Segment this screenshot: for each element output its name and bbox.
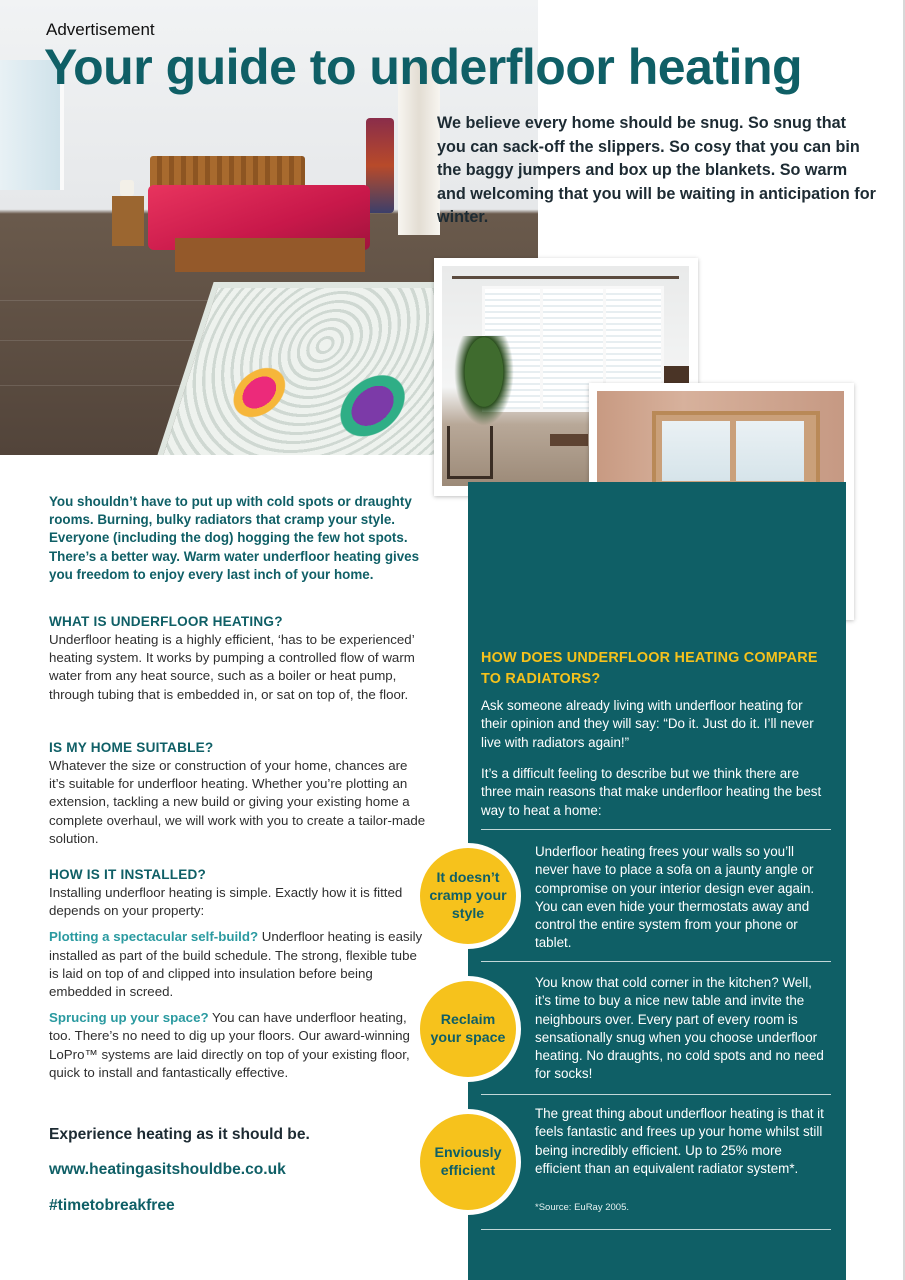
section-heading: HOW IS IT INSTALLED?	[49, 867, 207, 882]
stool	[550, 434, 588, 446]
selfbuild-body: Underfloor heating is easily installed as part of the build schedule. The strong, flexible tube is laid on top of and clipped into insulation before being embedded in screed.	[49, 929, 423, 1000]
page-title: Your guide to underfloor heating	[44, 39, 803, 95]
reason-badge-style	[415, 843, 521, 949]
panel-title: HOW DOES UNDERFLOOR HEATING COMPARE TO RADIATORS?	[481, 650, 818, 687]
reason-badge-efficient	[415, 1109, 521, 1215]
website-link[interactable]: www.heatingasitshouldbe.co.uk	[49, 1161, 286, 1178]
section-suitable	[49, 740, 427, 848]
selfbuild-lead: Plotting a spectacular self-build?	[49, 929, 259, 945]
plant	[454, 336, 514, 426]
divider	[481, 829, 831, 830]
cta-tagline: Experience heating as it should be.	[49, 1126, 310, 1143]
reason-text-space: You know that cold corner in the kitchen? Well, it’s time to buy a nice new table and invite the neighbours over. Every part of every room is sensationally snug when you choose underfloor heating. No draughts, no cold spots and no need for socks!	[535, 975, 824, 1082]
badge-label: Enviously efficient	[434, 1145, 502, 1179]
intro-text: We believe every home should be snug. So snug that you can sack-off the slippers. So cosy that you can bin the baggy jumpers and box up the blankets. So warm and welcoming that you will be waiting in anticipation for winter.	[437, 114, 876, 226]
divider	[481, 1094, 831, 1095]
bed-frame	[175, 238, 365, 272]
hanging-clothes	[366, 118, 394, 213]
badge-label: It doesn’t cramp your style	[429, 870, 507, 922]
section-body: Installing underfloor heating is simple. Exactly how it is fitted depends on your property:	[49, 885, 403, 919]
panel-reasons-intro: It’s a difficult feeling to describe but we think there are three main reasons that make underfloor heating the best way to heat a home:	[481, 766, 822, 818]
section-heading: IS MY HOME SUITABLE?	[49, 740, 214, 755]
lead-paragraph: You shouldn’t have to put up with cold spots or draughty rooms. Burning, bulky radiators that cramp your style. Everyone (including the dog) hogging the few hot spots. There’s a better way. Warm water underfloor heating gives you freedom to enjoy every last inch of your home.	[49, 494, 420, 582]
curtain-rod	[452, 276, 679, 279]
sprucing-body: You can have underfloor heating, too. There’s no need to dig up your floors. Our award-winning LoPro™ systems are laid directly on top of your existing floor, quick to install and fantastically effective.	[49, 1010, 410, 1080]
badge-label: Reclaim your space	[430, 1012, 506, 1046]
reason-text-efficient: The great thing about underfloor heating is that it feels fantastic and frees up your home whilst still being incredibly efficient. Up to 25% more efficient than an equivalent radiator system*.	[535, 1106, 824, 1176]
lamp	[120, 180, 134, 196]
bedside-table	[112, 196, 144, 246]
chair	[447, 426, 493, 479]
section-body: Underfloor heating is a highly efficient, ‘has to be experienced’ heating system. It works by pumping a controlled flow of warm water from any heat source, such as a boiler or heat pump, through tubing that is embedded in, or sat on top of, the floor.	[49, 632, 415, 702]
selfbuild-paragraph	[49, 928, 427, 1001]
hashtag: #timetobreakfree	[49, 1197, 175, 1214]
advertisement-label: Advertisement	[46, 20, 155, 39]
source-footnote: *Source: EuRay 2005.	[535, 1202, 630, 1213]
section-what	[49, 614, 427, 704]
reason-text-style: Underfloor heating frees your walls so you’ll never have to place a sofa on a jaunty angle or compromise on your interior design ever again. You can even hide your thermostats away and control the entire system from your phone or tablet.	[535, 844, 815, 951]
sprucing-lead: Sprucing up your space?	[49, 1010, 209, 1026]
divider	[481, 961, 831, 962]
sprucing-paragraph	[49, 1009, 427, 1082]
section-installed	[49, 867, 427, 1082]
section-body: Whatever the size or construction of your home, chances are it’s suitable for underfloor heating. Whether you’re plotting an extension, tackling a new build or giving your existing home a complete overhaul, we will work with you to create a tailor-made solution.	[49, 758, 426, 846]
section-heading: WHAT IS UNDERFLOOR HEATING?	[49, 614, 283, 629]
divider	[481, 1229, 831, 1230]
panel-quote: Ask someone already living with underfloor heating for their opinion and they will say: “Do it. Just do it. I’ll never live with radiators again!”	[481, 698, 814, 750]
reason-badge-space	[415, 976, 521, 1082]
